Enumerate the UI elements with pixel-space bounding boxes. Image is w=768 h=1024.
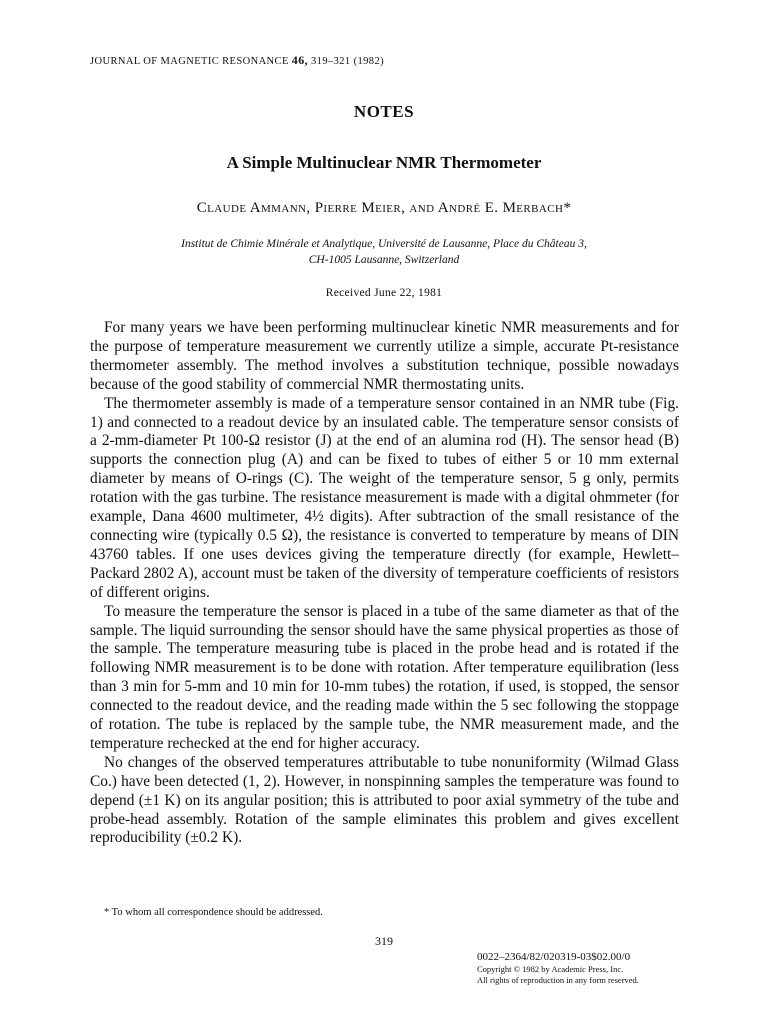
affiliation: [0, 236, 768, 268]
page-number: 319: [375, 934, 393, 948]
article-code: 0022–2364/82/020319-03$02.00/0: [477, 951, 631, 963]
affiliation-line-2: CH-1005 Lausanne, Switzerland: [308, 254, 460, 266]
journal-name: JOURNAL OF MAGNETIC RESONANCE: [90, 56, 289, 67]
body-paragraph-4: No changes of the observed temperatures attributable to tube nonuniformity (Wilmad Glass Co.) have been detected (1, 2). However, in nonspinning samples the temperature was found to depend (±1 K) on its angular position; this is attributed to poor axial symmetry of the tube and probe-head assembly. Rotation of the sample eliminates this problem and gives excellent reproducibility (±0.2 K).: [90, 753, 679, 847]
journal-pages-year: 319–321 (1982): [311, 56, 384, 67]
article-title: A Simple Multinuclear NMR Thermometer: [226, 153, 542, 172]
journal-volume: 46,: [291, 53, 308, 67]
body-paragraph-2: The thermometer assembly is made of a temperature sensor contained in an NMR tube (Fig. 1) and connected to a readout device by an insulated cable. The temperature sensor consists of a 2-mm-diameter Pt 100-Ω resistor (J) at the end of an alumina rod (H). The sensor head (B) supports the connection plug (A) and can be fixed to tubes of either 5 or 10 mm external diameter by means of O-rings (C). The weight of the temperature sensor, 5 g only, permits rotation with the gas turbine. The resistance measurement is made with a digital ohmmeter (for example, Dana 4600 multimeter, 4½ digits). After subtraction of the small resistance of the connecting wire (typically 0.5 Ω), the resistance is converted to temperature by means of DIN 43760 tables. If one uses devices giving the temperature directly (for example, Hewlett–Packard 2802 A), account must be taken of the diversity of temperature coefficients of resistors of different origins.: [90, 394, 679, 601]
body-paragraph-3: To measure the temperature the sensor is placed in a tube of the same diameter as that of the sample. The liquid surrounding the sensor should have the same physical properties as those of the sample. The temperature measuring tube is placed in the probe head and is rotated if the following NMR measurement is to be done with rotation. After temperature equilibration (less than 3 min for 5-mm and 10 min for 10-mm tubes) the rotation, if used, is stopped, the sensor connected to the readout device, and the reading made within the 5 sec following the stoppage of rotation. The tube is replaced by the sample tube, the NMR measurement made, and the temperature rechecked at the end for higher accuracy.: [90, 602, 679, 752]
copyright-line: Copyright © 1982 by Academic Press, Inc.: [477, 964, 624, 974]
rights-line: All rights of reproduction in any form reserved.: [477, 975, 639, 985]
article-body: [90, 319, 679, 848]
section-heading: NOTES: [353, 102, 415, 121]
affiliation-line-1: Institut de Chimie Minérale et Analytique, Université de Lausanne, Place du Château 3,: [181, 238, 587, 250]
journal-citation: [90, 53, 384, 68]
copyright-block: [477, 950, 692, 986]
received-date: Received June 22, 1981: [325, 287, 443, 299]
footnote: * To whom all correspondence should be addressed.: [104, 907, 323, 918]
body-paragraph-1: For many years we have been performing multinuclear kinetic NMR measurements and for the purpose of temperature measurement we currently utilize a simple, accurate Pt-resistance thermometer assembly. The method involves a substitution technique, possible nowadays because of the good stability of commercial NMR thermostating units.: [90, 319, 679, 393]
article-authors: Claude Ammann, Pierre Meier, and André E. Merbach*: [196, 200, 572, 216]
